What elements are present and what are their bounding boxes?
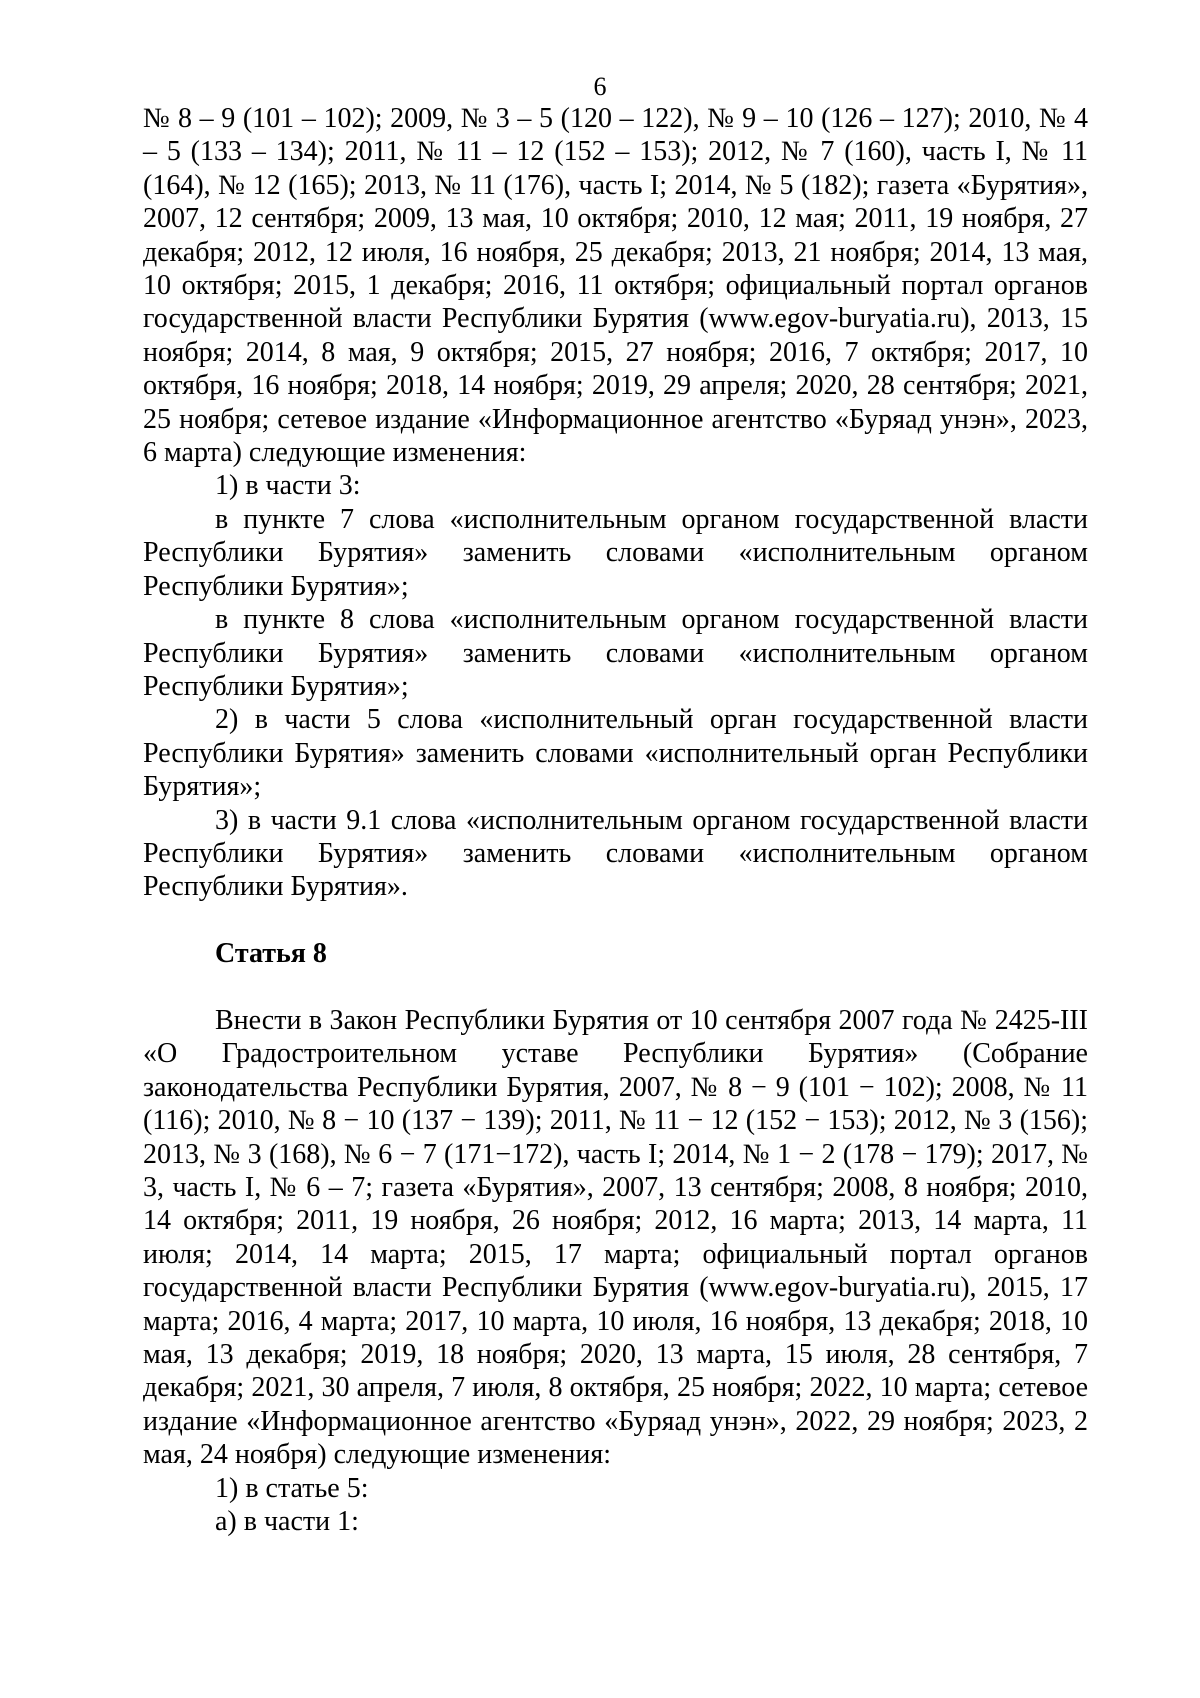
article-heading: Статья 8	[215, 938, 327, 970]
paragraph-point-8: в пункте 8 слова «исполнительным органом государственной власти Республики Бурятия» заменить словами «исполнительным органом Республики Бурятия»;	[143, 604, 1088, 702]
paragraph-point-7: в пункте 7 слова «исполнительным органом государственной власти Республики Бурятия» заменить словами «исполнительным органом Республики Бурятия»;	[143, 503, 1088, 602]
paragraph-item-2: 2) в части 5 слова «исполнительный орган государственной власти Республики Бурятия» заменить словами «исполнительный орган Республики Бурятия»;	[143, 704, 1088, 803]
paragraph-continuation: № 8 – 9 (101 – 102); 2009, № 3 – 5 (120 – 122), № 9 – 10 (126 – 127); 2010, № 4 – 5 (133 – 134); 2011, № 11 – 12 (152 – 153); 2012, № 7 (160), часть I, № 11 (164), № 12 (165); 2013, № 11 (176), часть I; 2014, № 5 (182); газета «Бурятия», 2007, 12 сентября; 2009, 13 мая, 10 октября; 2010, 12 мая; 2011, 19 ноября, 27 декабря; 2012, 12 июля, 16 ноября, 25 декабря; 2013, 21 ноября; 2014, 13 мая, 10 октября; 2015, 1 декабря; 2016, 11 октября; официальный портал органов государственной власти Республики Бурятия (www.egov-buryatia.ru), 2013, 15 ноября; 2014, 8 мая, 9 октября; 2015, 27 ноября; 2016, 7 октября; 2017, 10 октября, 16 ноября; 2018, 14 ноября; 2019, 29 апреля; 2020, 28 сентября; 2021, 25 ноября; сетевое издание «Информационное агентство «Буряад унэн», 2023, 6 марта) следующие изменения:	[143, 103, 1088, 469]
paragraph-item-1: 1) в части 3:	[215, 470, 361, 502]
paragraph-item-3: 3) в части 9.1 слова «исполнительным органом государственной власти Республики Бурятия» заменить словами «исполнительным органом Республики Бурятия».	[143, 804, 1088, 903]
page-number: 6	[593, 72, 607, 101]
paragraph-item-article-5: 1) в статье 5:	[215, 1472, 369, 1504]
paragraph-subitem-a: а) в части 1:	[215, 1506, 359, 1538]
document-body	[143, 102, 1088, 1538]
paragraph-article-intro: Внести в Закон Республики Бурятия от 10 сентября 2007 года № 2425-III «О Градостроительном уставе Республики Бурятия» (Собрание законодательства Республики Бурятия, 2007, № 8 − 9 (101 − 102); 2008, № 11 (116); 2010, № 8 − 10 (137 − 139); 2011, № 11 − 12 (152 − 153); 2012, № 3 (156); 2013, № 3 (168), № 6 − 7 (171−172), часть I; 2014, № 1 − 2 (178 − 179); 2017, № 3, часть I, № 6 – 7; газета «Бурятия», 2007, 13 сентября; 2008, 8 ноября; 2010, 14 октября; 2011, 19 ноября, 26 ноября; 2012, 16 марта; 2013, 14 марта, 11 июля; 2014, 14 марта; 2015, 17 марта; официальный портал органов государственной власти Республики Бурятия (www.egov-buryatia.ru), 2015, 17 марта; 2016, 4 марта; 2017, 10 марта, 10 июля, 16 ноября, 13 декабря; 2018, 10 мая, 13 декабря; 2019, 18 ноября; 2020, 13 марта, 15 июля, 28 сентября, 7 декабря; 2021, 30 апреля, 7 июля, 8 октября, 25 ноября; 2022, 10 марта; сетевое издание «Информационное агентство «Буряад унэн», 2022, 29 ноября; 2023, 2 мая, 24 ноября) следующие изменения:	[143, 1004, 1088, 1471]
